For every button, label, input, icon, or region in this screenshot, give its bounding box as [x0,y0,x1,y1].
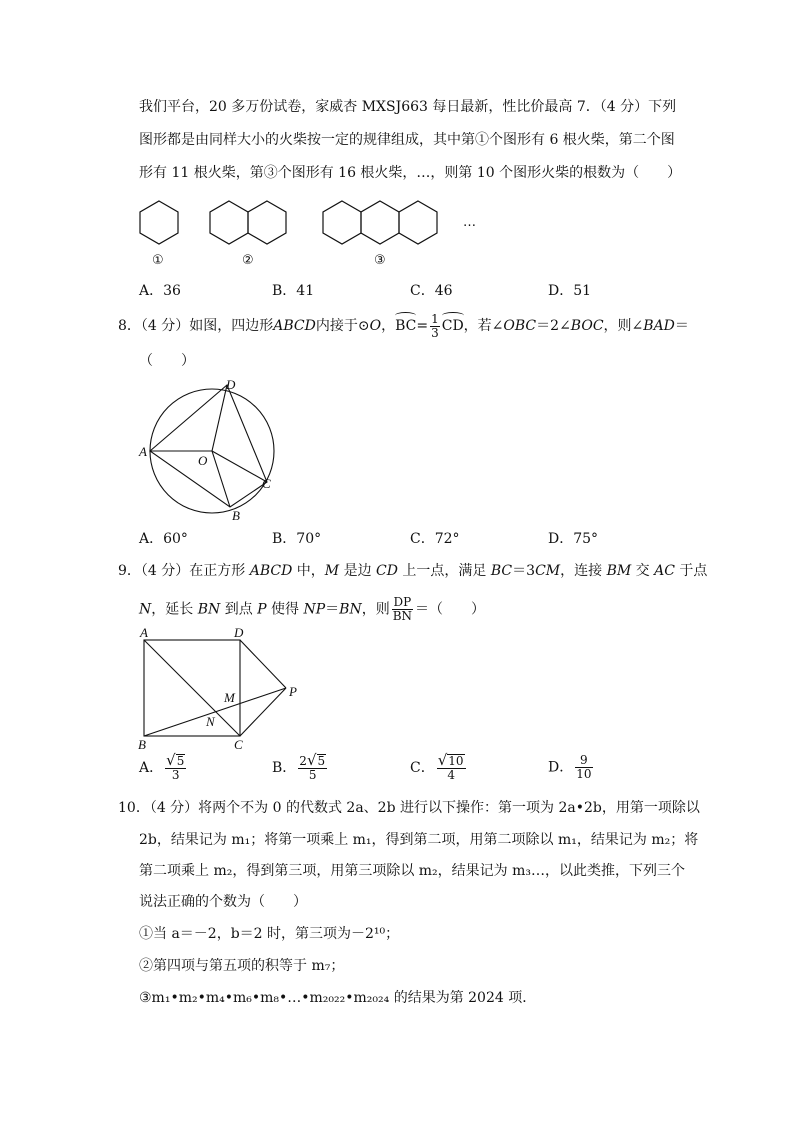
label-d: D [226,377,236,392]
segment-bp [144,688,286,736]
q8-circle-diagram [132,370,292,528]
q9-line-2: N，延长 BN 到点 P 使得 NP＝BN，则 $\frac{DP}{BN}$ ＝（ ） [139,595,486,623]
fraction-one-third: $\frac{1}{3}$ [431,311,439,340]
q9-option-b: B． $\frac{2√5}{5}$ [272,751,326,782]
fig-label-3: ③ [374,253,386,268]
q10-statement-3: ③m₁•m₂•m₄•m₆•m₈•…•m₂₀₂₂•m₂₀₂₄ 的结果为第 2024 项． [139,990,537,1006]
hexagon-figure-1 [140,201,178,244]
segment-dp [240,640,286,688]
q7-hexagon-figures [130,192,500,272]
q8-option-c: C．72° [410,531,460,547]
q10-statement-1: ①当 a＝－2，b＝2 时，第三项为－2¹⁰； [139,926,400,942]
hexagon-figure-3 [323,201,437,244]
q7-line-3: 形有 11 根火柴，第③个图形有 16 根火柴，…，则第 10 个图形火柴的根数为（ ） [139,165,682,181]
label-n: N [206,714,215,729]
label-o: O [198,453,208,468]
q10-statement-2: ②第四项与第五项的积等于 m₇； [139,958,345,974]
label-a: A [140,625,148,640]
fraction-dp-bn: $\frac{DP}{BN}$ [392,595,413,623]
q9-square-diagram [134,624,306,754]
q10-line-3: 第二项乘上 m₂，得到第三项，用第三项除以 m₂，结果记为 m₃…，以此类推，下列三个 [139,863,686,879]
q8-line-1: 8．（4 分）如图，四边形ABCD内接于⊙O，BC= $\frac{1}{3}$ CD，若∠OBC＝2∠BOC，则∠BAD＝ [118,311,689,340]
q8-option-a: A．60° [139,531,188,547]
label-c: C [262,476,271,491]
label-c: C [234,737,243,752]
label-p: P [289,684,297,699]
label-a: A [139,444,147,459]
fig-label-2: ② [242,253,254,268]
fig-label-1: ① [152,253,164,268]
q7-line-1: 我们平台，20 多万份试卷，家威杏 MXSJ663 每日最新，性比价最高 7．（4 分）下列 [139,99,677,115]
label-m: M [224,690,235,705]
q9-option-c: C． $\frac{√10}{4}$ [410,751,464,782]
q7-line-2: 图形都是由同样大小的火柴按一定的规律组成，其中第①个图形有 6 根火柴，第二个图 [139,132,675,148]
q7-option-b: B．41 [272,283,315,299]
arc-cd: CD [442,312,464,336]
q7-option-a: A．36 [139,283,181,299]
diagonal-ac [144,640,240,736]
q8-line-2: （ ） [139,353,195,369]
q9-option-d: D． $\frac{9}{10}$ [548,753,592,781]
q7-option-c: C．46 [410,283,453,299]
q10-line-1: 10．（4 分）将两个不为 0 的代数式 2a、2b 进行以下操作：第一项为 2a•2b，用第一项除以 [118,800,700,816]
label-b: B [138,737,146,752]
label-d: D [234,625,244,640]
arc-bc: BC [395,312,416,336]
q9-option-a: A． $\frac{√5}{3}$ [139,751,185,782]
q10-line-2: 2b，结果记为 m₁；将第一项乘上 m₁，得到第二项，用第二项除以 m₁，结果记为 m₂；将 [139,832,699,848]
q10-line-4: 说法正确的个数为（ ） [139,894,307,910]
q8-option-d: D．75° [548,531,599,547]
segment-od [212,385,227,451]
hexagon-figure-2 [210,201,286,244]
q8-option-b: B．70° [272,531,322,547]
q7-option-d: D．51 [548,283,592,299]
quadrilateral-abcd [150,385,267,507]
fig-ellipsis: … [463,215,476,230]
q9-line-1: 9．（4 分）在正方形 ABCD 中，M 是边 CD 上一点，满足 BC＝3CM，连接 BM 交 AC 于点 [118,563,708,579]
label-b: B [232,508,240,523]
